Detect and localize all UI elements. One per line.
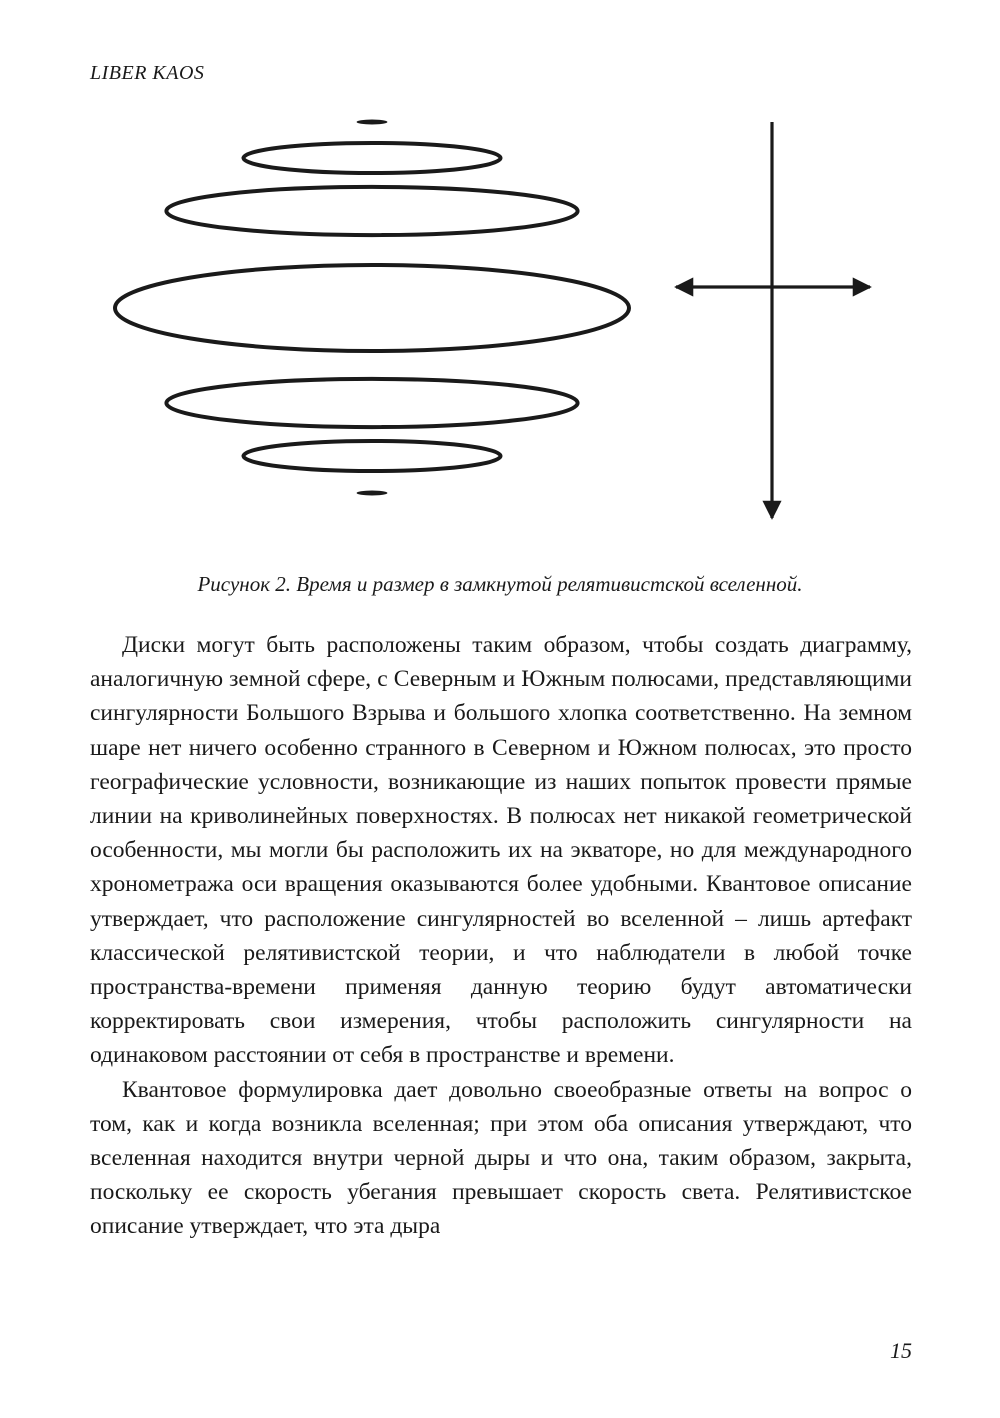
page-number: 15 <box>890 1338 912 1363</box>
running-head: LIBER KAOS <box>90 62 205 84</box>
paragraph: Диски могут быть расположены таким образом, чтобы создать диаграмму, аналогичную земной сфере, с Северным и Южным полюсами, представляющими сингулярности Большого Взрыва и большого хлопка соответственно. На земном шаре нет ничего особенно странного в Северном и Южном полюсах, это просто географические условности, возникающие из наших попыток провести прямые линии на криволинейных поверхностях. В полюсах нет никакой геометрической особенности, мы могли бы расположить их на экваторе, но для международного хронометража оси вращения оказываются более удобными. Квантовое описание утверждает, что расположение сингулярностей во вселенной – лишь артефакт классической релятивистской теории, и что наблюдатели в любой точке пространства-времени применяя данную теорию будут автоматически корректировать свои измерения, чтобы расположить сингулярности на одинаковом расстоянии от себя в пространстве и времени. <box>90 632 912 1069</box>
disk-stack <box>115 120 629 496</box>
figure-diagram <box>0 0 1000 560</box>
pole-point <box>357 120 388 125</box>
disk-ellipse <box>166 379 577 427</box>
disk-ellipse <box>244 143 501 173</box>
disk-ellipse <box>244 441 501 471</box>
disk-ellipse <box>115 265 629 351</box>
body-text <box>90 628 912 1244</box>
paragraph: Квантовое формулировка дает довольно своеобразные ответы на вопрос о том, как и когда возникла вселенная; при этом оба описания утверждают, что вселенная находится внутри черной дыры и что она, таким образом, закрыта, поскольку ее скорость убегания превышает скорость света. Релятивистское описание утверждает, что эта дыра <box>90 1076 912 1240</box>
axis-cross <box>676 122 870 518</box>
disk-ellipse <box>166 187 577 235</box>
pole-point <box>357 491 388 496</box>
figure-caption: Рисунок 2. Время и размер в замкнутой релятивистской вселенной. <box>197 572 803 596</box>
